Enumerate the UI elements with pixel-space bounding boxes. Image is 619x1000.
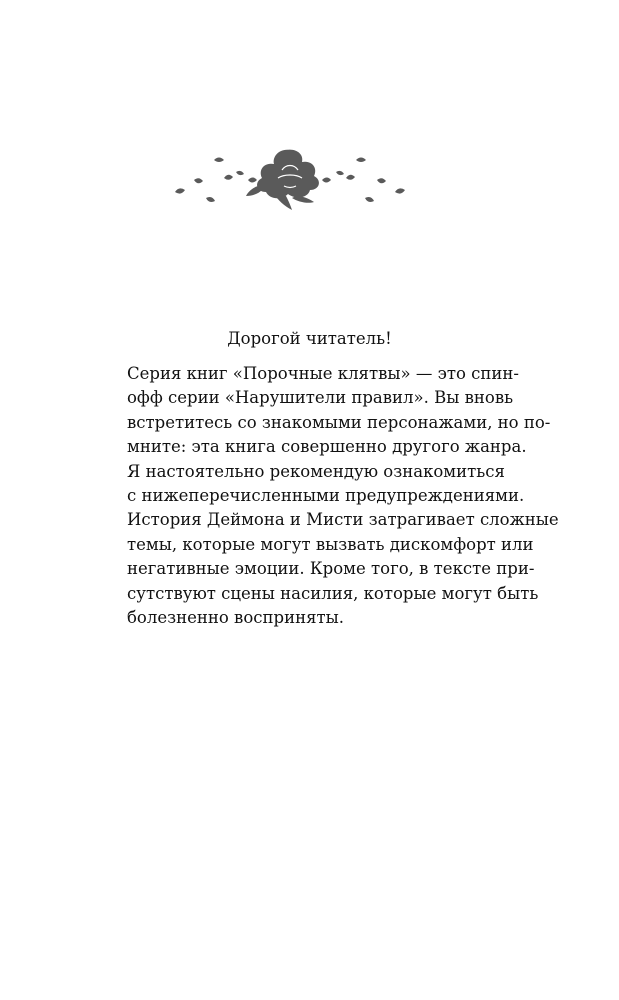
text-line: офф серии «Нарушители правил». Вы вновь [127,388,514,408]
text-line: негативные эмоции. Кроме того, в тексте при- [127,559,535,579]
text-line: встретитесь со знакомыми персонажами, но по- [127,412,551,432]
body-text [127,362,559,630]
text-line: Серия книг «Порочные клятвы» — это спин- [127,364,519,383]
paragraph [127,362,551,460]
greeting-heading: Дорогой читатель! [227,329,392,348]
text-line: Я настоятельно рекомендую ознакомиться [127,461,505,481]
text-line: темы, которые могут вызвать дискомфорт или [127,534,534,554]
text-line: болезненно восприняты. [127,608,344,628]
paragraph [127,460,559,631]
text-line: сутствуют сцены насилия, которые могут быть [127,583,539,603]
text-line: История Деймона и Мисти затрагивает сложные [127,510,559,530]
rose-ornament-icon [170,140,410,215]
text-line: мните: эта книга совершенно другого жанра. [127,437,527,457]
text-line: с нижеперечисленными предупреждениями. [127,486,525,506]
